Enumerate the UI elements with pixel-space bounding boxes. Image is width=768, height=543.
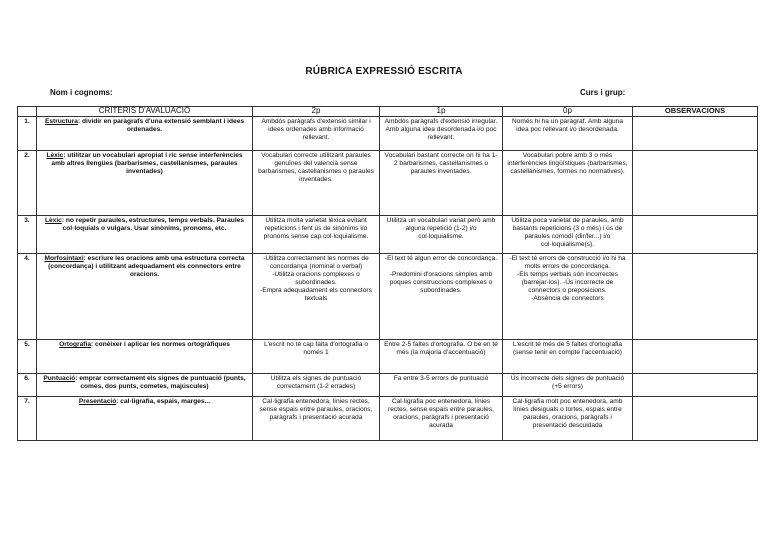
descriptor-line: Ambdós paràgrafs d'extensió similar i idees ordenades amb informació rellevant. xyxy=(261,118,371,141)
descriptor-line: Utilitza poca varietat de paraules, amb bastants repeticions (3 o més) i ús de paraules comodí (dir/fer...) i/o col·loquialisme(s). xyxy=(511,217,624,248)
descriptor-line: -Empra adequadament els connectors textuals xyxy=(260,287,372,302)
observations-cell[interactable] xyxy=(633,254,758,340)
table-row xyxy=(18,340,758,374)
class-group-label: Curs i grup: xyxy=(580,88,626,97)
descriptor-line: -Utilitza oracions complexes o subordinades. xyxy=(272,271,360,286)
score-p0-cell xyxy=(503,216,633,254)
observations-cell[interactable] xyxy=(633,397,758,441)
row-number: 7. xyxy=(18,397,37,441)
row-number: 1. xyxy=(18,117,37,151)
criterion-text: : dividir en paràgrafs d'una extensió semblant i idees ordenades. xyxy=(77,118,245,133)
row-number: 5. xyxy=(18,340,37,374)
criterion-text: : escriure les oracions amb una estructura correcta (concordança) i utilitzant adequadament els connectors entre oracions. xyxy=(48,255,245,278)
criterion-cell xyxy=(37,216,253,254)
score-p1-cell xyxy=(380,151,503,216)
descriptor-line: Entre 2-5 faltes d'ortografia. O bé en té més (la majoria d'accentuació) xyxy=(384,341,498,356)
descriptor-line: Fa entre 3-5 errors de puntuació xyxy=(393,375,489,382)
criterion-term: Lèxic xyxy=(44,217,62,224)
descriptor-line: Cal·ligrafia molt poc entenedora, amb línies desiguals o tortes, espais entre paraules, oracions, paràgrafs i presentació descuidada xyxy=(512,398,623,429)
score-p0-cell xyxy=(503,254,633,340)
score-p2-cell xyxy=(253,340,380,374)
table-row xyxy=(18,254,758,340)
descriptor-line: Cal·ligrafia entenedora, línies rectes, sense espais entre paraules, oracions, paràgrafs i presentació acurada xyxy=(259,398,373,421)
score-p1-cell xyxy=(380,117,503,151)
table-header-row xyxy=(18,107,758,117)
descriptor-line: -Predomini d'oracions simples amb poques construccions complexes o subordinades. xyxy=(389,271,493,294)
criterion-text: : conèixer i aplicar les normes ortogràfiques xyxy=(90,341,230,348)
score-p2-cell xyxy=(253,397,380,441)
criterion-term: Lèxic xyxy=(46,152,64,159)
document-title: RÚBRICA EXPRESSIÓ ESCRITA xyxy=(305,66,463,77)
score-p0-cell xyxy=(503,374,633,397)
header-number xyxy=(18,107,37,117)
score-p0-cell xyxy=(503,117,633,151)
descriptor-line: Ús incorrecte dels signes de puntuació (+5 errors) xyxy=(510,375,625,390)
score-p0-cell xyxy=(503,397,633,441)
criterion-cell xyxy=(37,254,253,340)
descriptor-line: Utilitza molta varietat lèxica evitant repeticions i fent ús de sinònims i/o pronoms sense cap col·loquialisme. xyxy=(263,217,369,240)
descriptor-line: -Els temps verbals són incorrectes (barrejar-los). -Ús incorrecte de connectors o preposicions. xyxy=(517,271,618,294)
criterion-text: : cal·ligrafia, espais, marges... xyxy=(116,398,211,405)
row-number: 2. xyxy=(18,151,37,216)
observations-cell[interactable] xyxy=(633,340,758,374)
descriptor-line: L'escrit no té cap falta d'ortografia o només 1 xyxy=(263,341,369,356)
score-p2-cell xyxy=(253,216,380,254)
descriptor-line: Vocabulari pobre amb 3 o més interferències lingüístiques (barbarismes, castellanismes, formes no normatives). xyxy=(507,152,628,175)
header-observations: OBSERVACIONS xyxy=(633,107,758,117)
score-p2-cell xyxy=(253,254,380,340)
descriptor-line: -El text té errors de construcció i/o hi ha molts errors de concordança. xyxy=(509,255,626,270)
score-p1-cell xyxy=(380,216,503,254)
observations-cell[interactable] xyxy=(633,374,758,397)
descriptor-line: L'escrit té més de 5 faltes d'ortografia (sense tenir en compte l'accentuació) xyxy=(512,341,623,356)
score-p1-cell xyxy=(380,254,503,340)
criterion-term: Estructura xyxy=(44,118,78,125)
criterion-term: Morfosintaxi xyxy=(44,255,84,262)
score-p1-cell xyxy=(380,340,503,374)
descriptor-line: Vocabulari bastant correcte on hi ha 1-2 barbarismes, castellanismes o paraules inventades. xyxy=(384,152,498,175)
table-row xyxy=(18,151,758,216)
descriptor-line: -El text té algun error de concordança. xyxy=(384,255,498,262)
descriptor-line: Vocabulari correcte utilitzant paraules genuïnes del valencià sense barbarismes, castellanismes o paraules inventades. xyxy=(258,152,374,183)
table-row xyxy=(18,117,758,151)
table-row xyxy=(18,374,758,397)
score-p2-cell xyxy=(253,374,380,397)
descriptor-line: -Absència de connectors xyxy=(531,295,604,302)
header-0p: 0p xyxy=(503,107,633,117)
descriptor-line xyxy=(383,263,499,271)
criterion-term: Presentació xyxy=(78,398,117,405)
criterion-term: Ortografia xyxy=(59,341,91,348)
criterion-text: : no repetir paraules, estructures, temps verbals. Paraules col·loquials o vulgars. Usar sinònims, pronoms, etc. xyxy=(61,217,244,232)
header-criteria: CRITERIS D'AVALUACIÓ xyxy=(37,107,253,117)
descriptor-line: Ambdós paràgrafs d'extensió irregular. Amb alguna idea desordenada i/o poc rellevant. xyxy=(384,118,498,141)
descriptor-line: Utilitza els signes de puntuació correctament (1-2 errades) xyxy=(270,375,362,390)
score-p1-cell xyxy=(380,397,503,441)
criterion-term: Puntuació xyxy=(43,375,76,382)
observations-cell[interactable] xyxy=(633,216,758,254)
score-p0-cell xyxy=(503,340,633,374)
score-p0-cell xyxy=(503,151,633,216)
criterion-cell xyxy=(37,151,253,216)
table-row xyxy=(18,216,758,254)
criterion-cell xyxy=(37,397,253,441)
observations-cell[interactable] xyxy=(633,117,758,151)
name-label: Nom i cognoms: xyxy=(50,88,113,97)
descriptor-line: Utilitza un vocabulari variat però amb alguna repetició (1-2) i/o col·loquialisme. xyxy=(386,217,496,240)
table-row xyxy=(18,397,758,441)
criterion-text: : emprar correctament els signes de puntuació (punts, comes, dos punts, cometes, majúscules) xyxy=(75,375,246,390)
observations-cell[interactable] xyxy=(633,151,758,216)
row-number: 4. xyxy=(18,254,37,340)
rubric-table xyxy=(17,106,758,441)
header-1p: 1p xyxy=(380,107,503,117)
score-p2-cell xyxy=(253,117,380,151)
criterion-cell xyxy=(37,374,253,397)
header-2p: 2p xyxy=(253,107,380,117)
row-number: 3. xyxy=(18,216,37,254)
row-number: 6. xyxy=(18,374,37,397)
criterion-cell xyxy=(37,117,253,151)
score-p2-cell xyxy=(253,151,380,216)
criterion-text: : utilitzar un vocabulari apropiat i ric sense interferències amb altres llengües (barbarismes, castellanismes, paraules inventades) xyxy=(51,152,243,175)
score-p1-cell xyxy=(380,374,503,397)
criterion-cell xyxy=(37,340,253,374)
descriptor-line: Cal·ligrafia poc entenedora, línies rectes, sense espais entre paraules, oracions, paràgrafs i presentació acurada xyxy=(388,398,494,429)
descriptor-line: Només hi ha un paràgraf. Amb alguna idea poc rellevant i/o desordenada. xyxy=(511,118,624,133)
descriptor-line: -Utilitza correctament les normes de concordança (nominal o verbal) xyxy=(263,255,369,270)
